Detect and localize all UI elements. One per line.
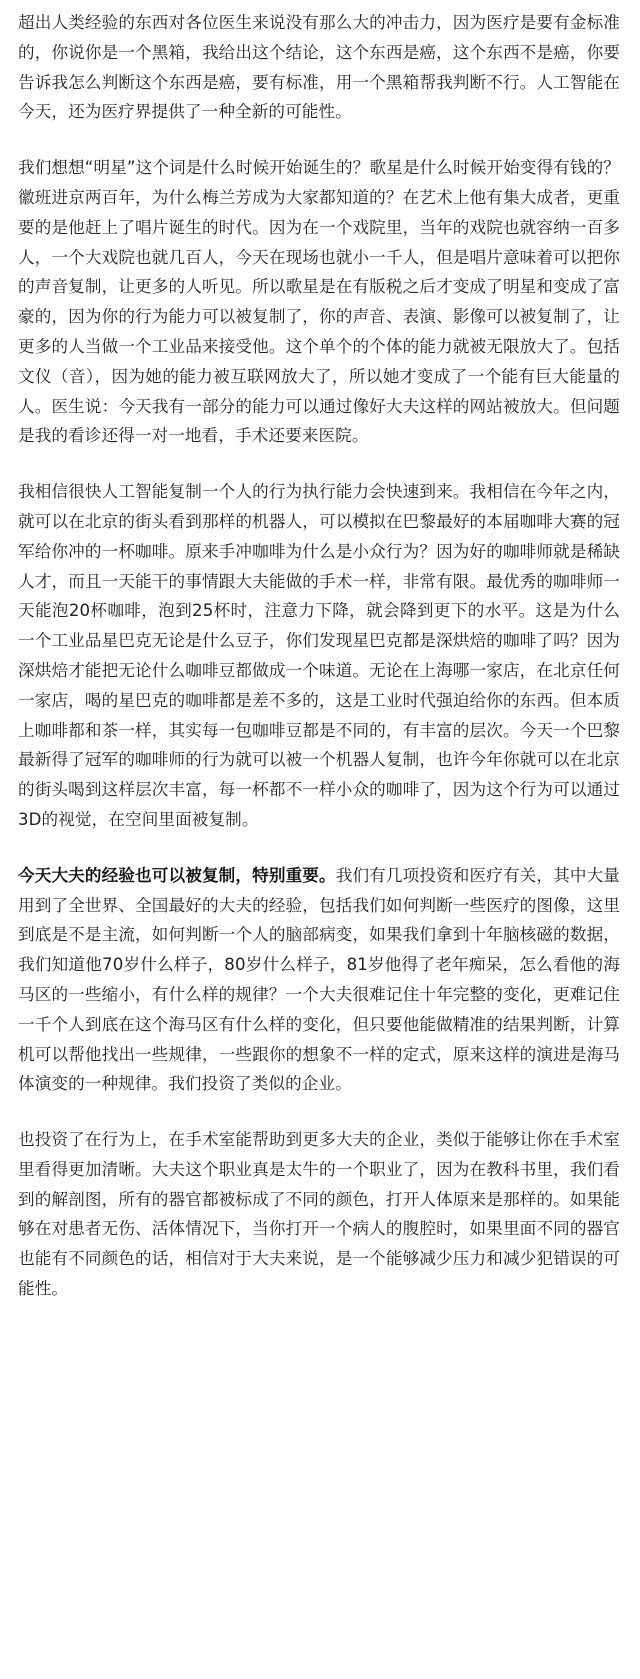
paragraph-2	[18, 153, 620, 451]
paragraph-text: 超出人类经验的东西对各位医生来说没有那么大的冲击力，因为医疗是要有金标准的，你说你是一个黑箱，我给出这个结论，这个东西是癌，这个东西不是癌，你要告诉我怎么判断这个东西是癌，要有标准，用一个黑箱帮我判断不行。人工智能在今天，还为医疗界提供了一种全新的可能性。	[18, 13, 620, 122]
paragraph-1	[18, 8, 620, 127]
paragraph-3	[18, 477, 620, 835]
paragraph-text: 也投资了在行为上，在手术室能帮助到更多大夫的企业，类似于能够让你在手术室里看得更加清晰。大夫这个职业真是太牛的一个职业了，因为在教科书里，我们看到的解剖图，所有的器官都被标成了不同的颜色，打开人体原来是那样的。如果能够在对患者无伤、活体情况下，当你打开一个病人的腹腔时，如果里面不同的器官也能有不同颜色的话，相信对于大夫来说，是一个能够减少压力和减少犯错误的可能性。	[18, 1130, 620, 1299]
paragraph-5	[18, 1125, 620, 1304]
paragraph-text: 我相信很快人工智能复制一个人的行为执行能力会快速到来。我相信在今年之内，就可以在北京的街头看到那样的机器人，可以模拟在巴黎最好的本届咖啡大赛的冠军给你冲的一杯咖啡。原来手冲咖啡为什么是小众行为？因为好的咖啡师就是稀缺人才，而且一天能干的事情跟大夫能做的手术一样，非常有限。最优秀的咖啡师一天能泡20杯咖啡，泡到25杯时，注意力下降，就会降到更下的水平。这是为什么一个工业品星巴克无论是什么豆子，你们发现星巴克都是深烘焙的咖啡了吗？因为深烘焙才能把无论什么咖啡豆都做成一个味道。无论在上海哪一家店，在北京任何一家店，喝的星巴克的咖啡都是差不多的，这是工业时代强迫给你的东西。但本质上咖啡都和茶一样，其实每一包咖啡豆都是不同的，有丰富的层次。今天一个巴黎最新得了冠军的咖啡师的行为就可以被一个机器人复制，也许今年你就可以在北京的街头喝到这样层次丰富，每一杯都不一样小众的咖啡了，因为这个行为可以通过3D的视觉，在空间里面被复制。	[18, 482, 620, 829]
paragraph-text: 我们有几项投资和医疗有关，其中大量用到了全世界、全国最好的大夫的经验，包括我们如何判断一些医疗的图像，这里到底是不是主流，如何判断一个人的脑部病变，如果我们拿到十年脑核磁的数据，我们知道他70岁什么样子，80岁什么样子，81岁他得了老年痴呆，怎么看他的海马区的一些缩小，有什么样的规律？一个大夫很难记住十年完整的变化，更难记住一千个人到底在这个海马区有什么样的变化，但只要他能做精准的结果判断，计算机可以帮他找出一些规律，一些跟你的想象不一样的定式，原来这样的演进是海马体演变的一种规律。我们投资了类似的企业。	[18, 865, 620, 1094]
paragraph-bold-lead: 今天大夫的经验也可以被复制，特别重要。	[18, 865, 336, 885]
paragraph-4	[18, 861, 620, 1099]
paragraph-text: 我们想想“明星”这个词是什么时候开始诞生的？歌星是什么时候开始变得有钱的？徽班进京两百年，为什么梅兰芳成为大家都知道的？在艺术上他有集大成者，更重要的是他赶上了唱片诞生的时代。因为在一个戏院里，当年的戏院也就容纳一百多人，一个大戏院也就几百人，今天在现场也就小一千人，但是唱片意味着可以把你的声音复制，让更多的人听见。所以歌星是在有版税之后才变成了明星和变成了富豪的，因为你的行为能力可以被复制了，你的声音、表演、影像可以被复制了，让更多的人当做一个工业品来接受他。这个单个的个体的能力就被无限放大了。包括文仪（音），因为她的能力被互联网放大了，所以她才变成了一个能有巨大能量的人。医生说：今天我有一部分的能力可以通过像好大夫这样的网站被放大。但问题是我的看诊还得一对一地看，手术还要来医院。	[18, 158, 620, 446]
